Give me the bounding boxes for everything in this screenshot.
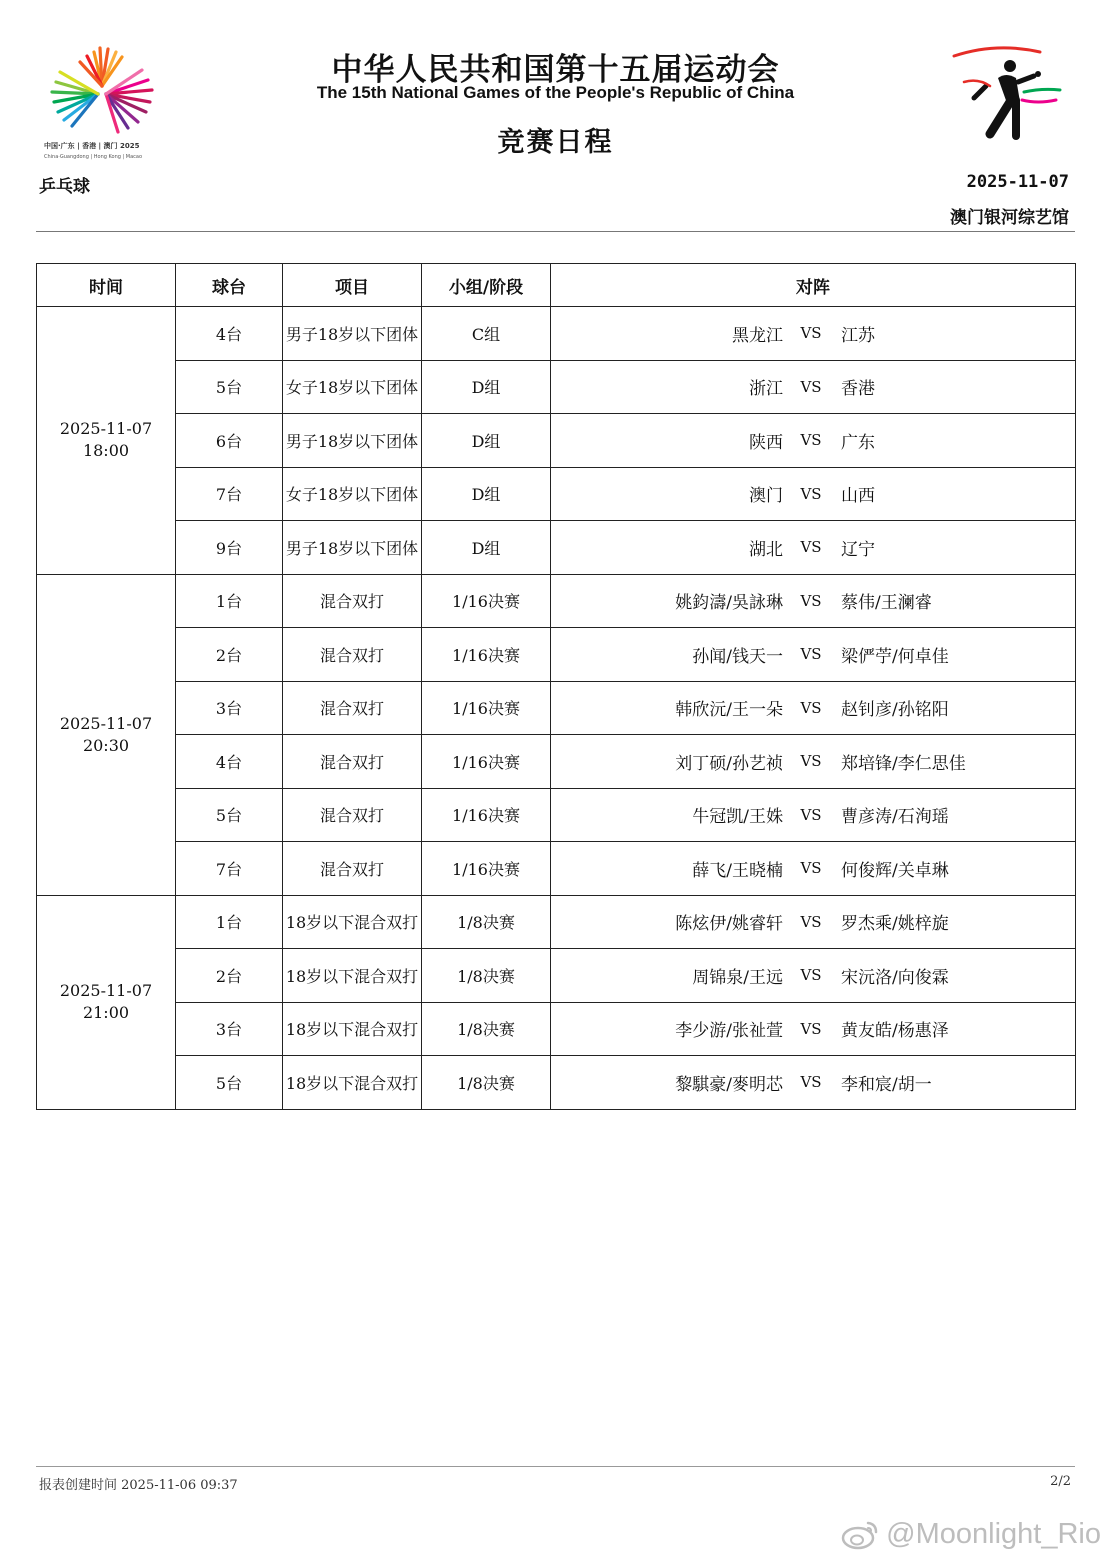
watermark xyxy=(840,1518,1101,1551)
stage-cell: 1/16决赛 xyxy=(422,681,551,735)
page-number: 2/2 xyxy=(1050,1474,1071,1489)
weibo-icon xyxy=(840,1519,880,1551)
matchup-right: 李和宸/胡一 xyxy=(841,1074,932,1095)
matchup-vs: VS xyxy=(800,645,822,664)
table-number-cell: 5台 xyxy=(176,1056,283,1110)
table-number-cell: 4台 xyxy=(176,307,283,361)
matchup-cell xyxy=(551,1002,1076,1056)
time-clock: 21:00 xyxy=(82,1003,130,1022)
matchup-vs: VS xyxy=(800,538,822,557)
event-cell: 女子18岁以下团体 xyxy=(283,467,422,521)
header-table: 球台 xyxy=(176,264,283,307)
table-row xyxy=(37,681,1076,735)
event-cell: 混合双打 xyxy=(283,788,422,842)
event-cell: 女子18岁以下团体 xyxy=(283,360,422,414)
stage-cell: D组 xyxy=(422,414,551,468)
event-cell: 18岁以下混合双打 xyxy=(283,895,422,949)
matchup-vs: VS xyxy=(800,805,822,824)
page-title-en: The 15th National Games of the People's Republic of China xyxy=(316,83,795,102)
stage-cell: D组 xyxy=(422,467,551,521)
table-row xyxy=(37,307,1076,361)
matchup-left: 澳门 xyxy=(749,486,783,507)
stage-cell: 1/8决赛 xyxy=(422,1002,551,1056)
table-number-cell: 4台 xyxy=(176,735,283,789)
time-date: 2025-11-07 xyxy=(59,713,153,733)
matchup-right: 罗杰乘/姚梓旋 xyxy=(841,914,949,935)
table-row xyxy=(37,1002,1076,1056)
stage-cell: D组 xyxy=(422,360,551,414)
matchup-right: 广东 xyxy=(841,432,875,453)
matchup-left: 浙江 xyxy=(749,379,783,400)
matchup-cell xyxy=(551,788,1076,842)
table-row xyxy=(37,788,1076,842)
stage-cell: 1/16决赛 xyxy=(422,842,551,896)
matchup-cell xyxy=(551,949,1076,1003)
table-row xyxy=(37,842,1076,896)
matchup-vs: VS xyxy=(800,431,822,450)
matchup-right: 曹彦涛/石洵瑶 xyxy=(841,807,949,828)
matchup-cell xyxy=(551,842,1076,896)
event-cell: 混合双打 xyxy=(283,735,422,789)
matchup-left: 周锦泉/王远 xyxy=(692,967,783,988)
stage-cell: 1/8决赛 xyxy=(422,1056,551,1110)
matchup-left: 刘丁硕/孙艺祯 xyxy=(675,753,783,774)
event-cell: 18岁以下混合双打 xyxy=(283,949,422,1003)
table-number-cell: 1台 xyxy=(176,574,283,628)
matchup-cell xyxy=(551,414,1076,468)
table-row xyxy=(37,949,1076,1003)
matchup-vs: VS xyxy=(800,591,822,610)
table-row xyxy=(37,574,1076,628)
matchup-cell xyxy=(551,574,1076,628)
table-row xyxy=(37,735,1076,789)
matchup-cell xyxy=(551,360,1076,414)
matchup-left: 黑龙江 xyxy=(732,325,783,346)
header-stage: 小组/阶段 xyxy=(422,264,551,307)
matchup-left: 薛飞/王晓楠 xyxy=(692,860,783,881)
matchup-right: 黄友皓/杨惠泽 xyxy=(841,1021,949,1042)
matchup-right: 蔡伟/王澜睿 xyxy=(841,593,932,614)
table-row xyxy=(37,467,1076,521)
matchup-vs: VS xyxy=(800,1073,822,1092)
page-title-cn: 中华人民共和国第十五届运动会 xyxy=(331,52,780,88)
matchup-left: 牛冠凯/王姝 xyxy=(692,807,783,828)
table-row xyxy=(37,414,1076,468)
matchup-left: 湖北 xyxy=(749,539,783,560)
stage-cell: C组 xyxy=(422,307,551,361)
event-cell: 18岁以下混合双打 xyxy=(283,1056,422,1110)
table-number-cell: 7台 xyxy=(176,842,283,896)
report-created-time: 报表创建时间 2025-11-06 09:37 xyxy=(39,1478,238,1493)
page-subtitle: 竞赛日程 xyxy=(497,127,614,158)
header-event: 项目 xyxy=(283,264,422,307)
event-cell: 混合双打 xyxy=(283,574,422,628)
matchup-right: 江苏 xyxy=(841,325,875,346)
matchup-vs: VS xyxy=(800,1019,822,1038)
matchup-cell xyxy=(551,1056,1076,1110)
stage-cell: 1/8决赛 xyxy=(422,895,551,949)
matchup-vs: VS xyxy=(800,324,822,343)
matchup-cell xyxy=(551,628,1076,682)
table-number-cell: 6台 xyxy=(176,414,283,468)
table-row xyxy=(37,1056,1076,1110)
stage-cell: 1/16决赛 xyxy=(422,628,551,682)
matchup-right: 辽宁 xyxy=(841,539,875,560)
table-row xyxy=(37,628,1076,682)
footer-divider xyxy=(36,1466,1075,1467)
matchup-left: 韩欣沅/王一朵 xyxy=(675,700,783,721)
matchup-vs: VS xyxy=(800,912,822,931)
table-number-cell: 2台 xyxy=(176,628,283,682)
matchup-left: 陕西 xyxy=(749,432,783,453)
stage-cell: 1/16决赛 xyxy=(422,574,551,628)
venue-label: 澳门银河综艺馆 xyxy=(950,208,1069,228)
table-number-cell: 5台 xyxy=(176,360,283,414)
time-clock: 20:30 xyxy=(82,735,130,755)
matchup-vs: VS xyxy=(800,377,822,396)
matchup-right: 宋沅洛/向俊霖 xyxy=(841,967,949,988)
table-number-cell: 9台 xyxy=(176,521,283,575)
matchup-left: 黎騏豪/麥明芯 xyxy=(675,1074,783,1095)
time-date: 2025-11-07 xyxy=(59,981,153,1000)
matchup-right: 赵钊彦/孙铭阳 xyxy=(841,700,949,721)
watermark-text: @Moonlight_Rio xyxy=(886,1518,1101,1550)
matchup-cell xyxy=(551,735,1076,789)
time-clock: 18:00 xyxy=(82,441,130,461)
table-row xyxy=(37,895,1076,949)
time-date: 2025-11-07 xyxy=(59,419,153,439)
matchup-right: 何俊辉/关卓琳 xyxy=(841,860,949,881)
matchup-right: 香港 xyxy=(841,379,875,400)
matchup-cell xyxy=(551,467,1076,521)
table-number-cell: 3台 xyxy=(176,681,283,735)
table-header-row xyxy=(37,264,1076,307)
time-cell xyxy=(37,307,176,575)
matchup-left: 李少游/张祉萱 xyxy=(675,1021,783,1042)
stage-cell: 1/16决赛 xyxy=(422,788,551,842)
matchup-left: 姚鈞濤/吳詠琳 xyxy=(675,593,783,614)
matchup-cell xyxy=(551,521,1076,575)
time-cell xyxy=(37,895,176,1109)
matchup-left: 陈炫伊/姚睿轩 xyxy=(675,914,783,935)
matchup-vs: VS xyxy=(800,966,822,985)
matchup-vs: VS xyxy=(800,698,822,717)
event-cell: 混合双打 xyxy=(283,628,422,682)
table-row xyxy=(37,521,1076,575)
matchup-right: 山西 xyxy=(841,486,875,507)
table-row xyxy=(37,360,1076,414)
emblem-caption-en: China·Guangdong | Hong Kong | Macao xyxy=(44,154,143,160)
sport-label: 乒乓球 xyxy=(39,177,90,197)
matchup-cell xyxy=(551,681,1076,735)
table-number-cell: 3台 xyxy=(176,1002,283,1056)
matchup-right: 郑培锋/李仁思佳 xyxy=(841,753,966,774)
schedule-date: 2025-11-07 xyxy=(966,172,1069,192)
emblem-caption: 中国·广东 | 香港 | 澳门 2025 xyxy=(44,142,140,150)
time-cell xyxy=(37,574,176,895)
table-number-cell: 5台 xyxy=(176,788,283,842)
table-number-cell: 7台 xyxy=(176,467,283,521)
matchup-right: 梁俨苧/何卓佳 xyxy=(841,646,949,667)
event-cell: 混合双打 xyxy=(283,681,422,735)
event-cell: 男子18岁以下团体 xyxy=(283,414,422,468)
header-time: 时间 xyxy=(37,264,176,307)
event-cell: 男子18岁以下团体 xyxy=(283,307,422,361)
schedule-table xyxy=(36,263,1076,1110)
table-number-cell: 2台 xyxy=(176,949,283,1003)
stage-cell: 1/8决赛 xyxy=(422,949,551,1003)
header-matchup: 对阵 xyxy=(551,264,1076,307)
matchup-cell xyxy=(551,895,1076,949)
matchup-cell xyxy=(551,307,1076,361)
stage-cell: 1/16决赛 xyxy=(422,735,551,789)
matchup-left: 孙闻/钱天一 xyxy=(692,646,783,667)
event-cell: 18岁以下混合双打 xyxy=(283,1002,422,1056)
event-cell: 混合双打 xyxy=(283,842,422,896)
header-divider xyxy=(36,231,1075,232)
matchup-vs: VS xyxy=(800,859,822,878)
matchup-vs: VS xyxy=(800,484,822,503)
table-number-cell: 1台 xyxy=(176,895,283,949)
event-cell: 男子18岁以下团体 xyxy=(283,521,422,575)
stage-cell: D组 xyxy=(422,521,551,575)
matchup-vs: VS xyxy=(800,752,822,771)
